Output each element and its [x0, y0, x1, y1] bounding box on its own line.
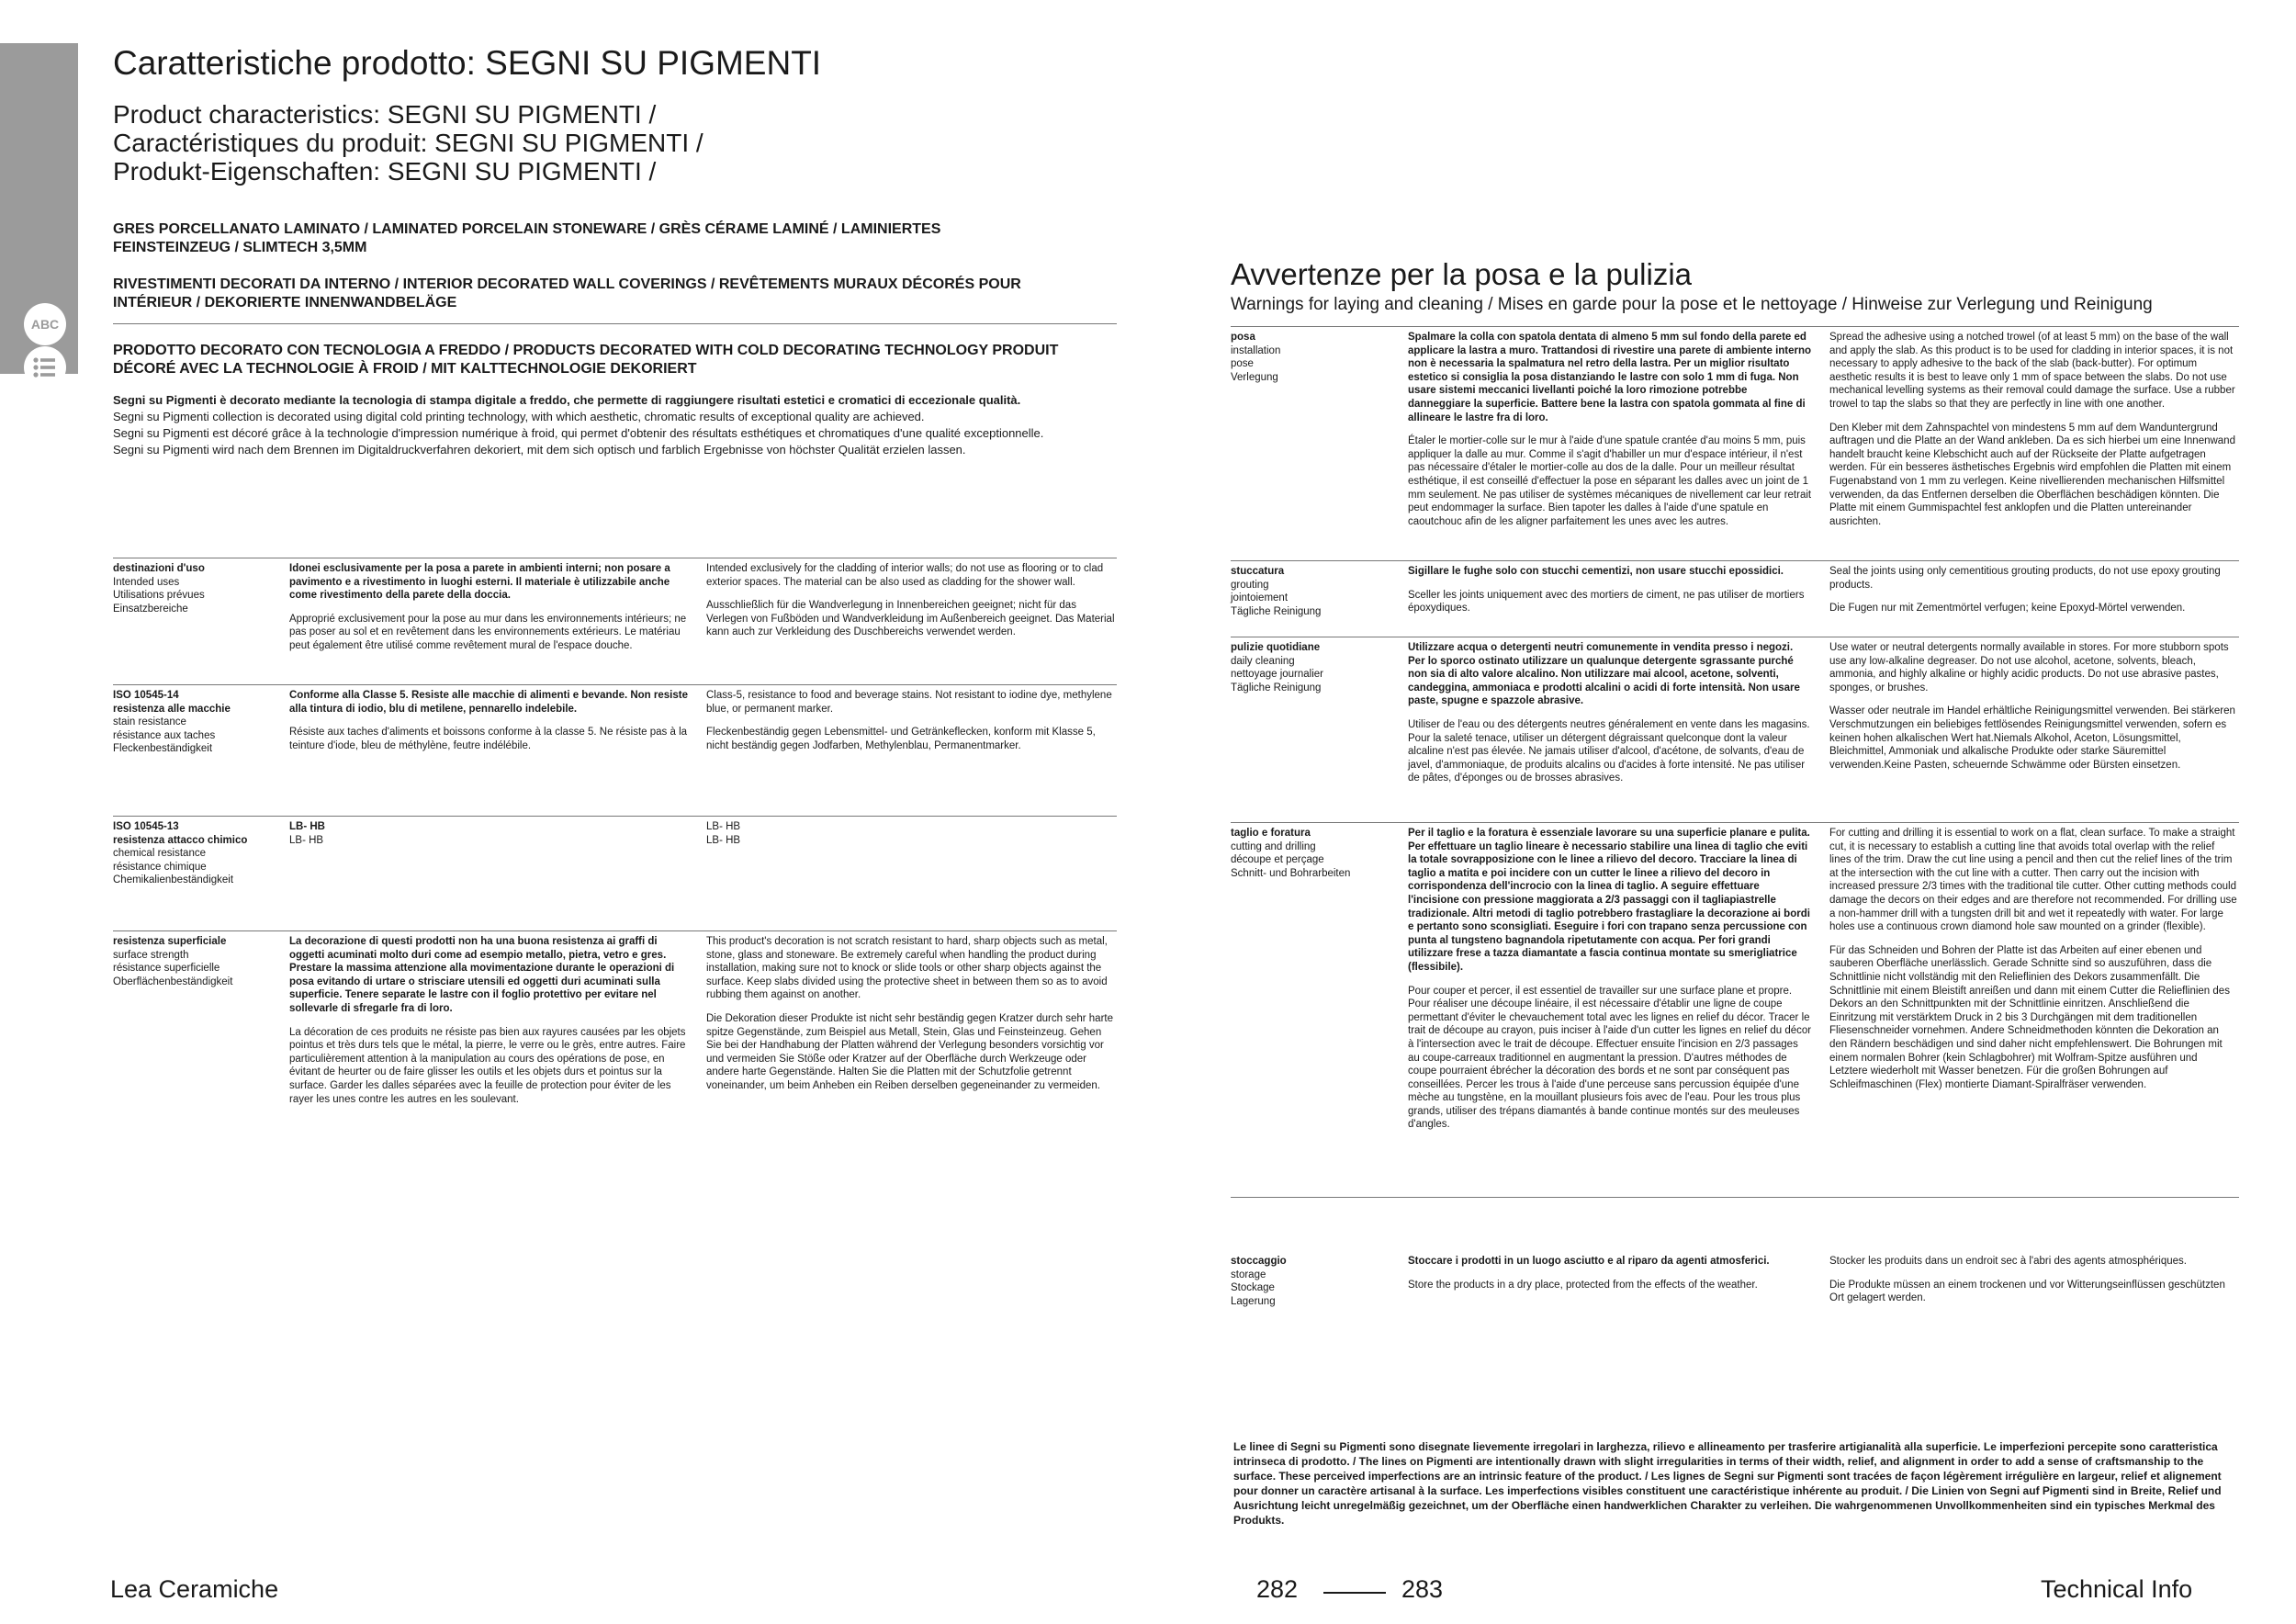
row-col-en-de: LB- HB LB- HB	[706, 821, 741, 846]
table-row	[113, 935, 1117, 1137]
row-col-it-fr: Conforme alla Classe 5. Resiste alle macchie di alimenti e bevande. Non resiste alla tintura di iodio, blu di metilene, pennarello indelebile. Résiste aux taches d'aliments et boissons conforme à la classe 5. Ne résiste pas à la teinture d'iode, bleu de méthylène, feutre indélébile.	[289, 690, 688, 751]
row-col-it-fr: Sigillare le fughe solo con stucchi cementizi, non usare stucchi epossidici. Sceller les joints uniquement avec des mortiers de ciment, ne pas utiliser de mortiers époxydiques.	[1408, 566, 1805, 615]
row-labels: destinazioni d'uso Intended uses Utilisations prévues Einsatzbereiche	[113, 563, 205, 615]
subtitle-line: Produkt-Eigenschaften: SEGNI SU PIGMENTI /	[113, 157, 657, 186]
divider	[113, 323, 1117, 324]
row-divider	[1231, 1197, 2239, 1198]
row-divider	[113, 930, 1117, 931]
row-labels: stuccatura grouting jointoiement Tägliche Reinigung	[1231, 566, 1322, 617]
subtitle-line: Product characteristics: SEGNI SU PIGMENTI /	[113, 100, 657, 129]
section-header-technology: PRODOTTO DECORATO CON TECNOLOGIA A FREDDO / PRODUCTS DECORATED WITH COLD DECORATING TECHNOLOGY PRODUIT DÉCORÉ AVEC LA TECHNOLOGIE À FROID / MIT KALTTECHNOLOGIE DEKORIERT	[113, 343, 1059, 377]
row-col-en-de: Use water or neutral detergents normally available in stores. For more stubborn spots use any low-alkaline degreaser. Do not use alcohol, acetone, solvents, bleach, ammonia, and highly alkaline or highly acidic products. Do not use abrasive pastes, sponges, or brushes. Wasser oder neutrale im Handel erhältliche Reinigungsmittel verwenden. Bei stärkeren Verschmutzungen ein beliebiges fettlösendes Reinigungsmittel verwenden, sofern es keinen hohen alkalischen Wert hat.Niemals Alkohol, Aceton, Lösungsmittel, Bleichmittel, Ammoniak und alkalische Produkte oder starke Säuremittel verwenden.Keine Pasten, scheuernde Schwämme oder Bürsten einsetzen.	[1829, 642, 2235, 771]
table-row	[113, 562, 1117, 682]
table-row	[1231, 565, 2239, 634]
intro-line: Segni su Pigmenti è decorato mediante la tecnologia di stampa digitale a freddo, che permette di raggiungere risultati estetici e cromatici di eccezionale qualità.	[113, 393, 1021, 407]
list-icon[interactable]	[24, 346, 66, 389]
intro-text	[113, 392, 1123, 458]
row-col-en-de: Intended exclusively for the cladding of interior walls; do not use as flooring or to clad exterior spaces. The material can be also used as cladding for the shower wall. Ausschließlich für die Wandverlegung in Innenbereichen geeignet; nicht für das Verlegen von Fußböden und Wandverkleidung im Außenbereich geeignet. Das Material kann auch zur Verkleidung des Duschbereichs verwendet werden.	[706, 563, 1115, 638]
row-col-en-de: Seal the joints using only cementitious grouting products, do not use epoxy grouting products. Die Fugen nur mit Zementmörtel verfugen; keine Epoxyd-Mörtel verwenden.	[1829, 566, 2221, 615]
row-col-fr-de: Stocker les produits dans un endroit sec à l'abri des agents atmosphériques. Die Produkte müssen an einem trockenen und vor Witterungseinflüssen geschützten Ort gelagert werden.	[1829, 1256, 2225, 1304]
subtitle-line: Caractéristiques du produit: SEGNI SU PIGMENTI /	[113, 129, 703, 157]
table-row	[1231, 1255, 2239, 1319]
row-labels: ISO 10545-14 resistenza alle macchie stain resistance résistance aux taches Fleckenbeständigkeit	[113, 690, 231, 755]
row-col-it-fr: Per il taglio e la foratura è essenziale lavorare su una superficie planare e pulita. Per effettuare un taglio lineare è necessario stabilire una linea di taglio che eviti la totale sovrapposizione con le linee a rilievo del decoro. Tracciare la linea di taglio a matita e poi incidere con un cutter le linee a rilievo del decoro in corrispondenza dell'incrocio con la linea di taglio. A seguire effettuare l'incisione con pressione maggiorata a 2/3 passaggi con il tagliapiastrelle tradizionale. Altri metodi di taglio potrebbero frastagliare la decorazione ai bordi e pertanto sono sconsigliati. Eseguire i fori con trapano senza percussione con punta al tungsteno bagnandola ripetutamente con acqua. Per fori grandi utilizzare frese a tazza diamantate a fascia continua montate su smerigliatrice (flessibile). Pour couper et percer, il est essentiel de travailler sur une surface plane et propre. Pour réaliser une découpe linéaire, il est nécessaire d'établir une ligne de coupe permettant d'éviter le chevauchement total avec les lignes en relief du décor. Tracer le trait de découpe au crayon, puis inciser à l'aide d'un cutter les lignes en relief du décor à l'intersection avec le trait de découpe. Effectuer ensuite l'incision en 2/3 passages au coupe-carreaux traditionnel en augmentant la pression. D'autres méthodes de coupe pourraient ébrécher la décoration des bords et ne sont par conséquent pas conseillées. Percer les trous à l'aide d'une perceuse sans percussion équipée d'une mèche au tungstène, en la mouillant plusieurs fois avec de l'eau. Pour les trous plus grands, utiliser des trépans diamantés à bande continue montés sur des meuleuses d'angles.	[1408, 828, 1812, 1131]
row-col-it-fr: Idonei esclusivamente per la posa a parete in ambienti interni; non posare a pavimento e a rivestimento in luoghi esterni. Il materiale è utilizzabile anche come rivestimento della parete della doccia. Approprié exclusivement pour la pose au mur dans les environnements intérieurs; ne pas poser au sol et en revêtement dans les environnements extérieurs. Le matériau peut également être utilisé comme revêtement mural de l'espace douche.	[289, 563, 687, 651]
row-labels: ISO 10545-13 resistenza attacco chimico chemical resistance résistance chimique Chemikalienbeständigkeit	[113, 821, 248, 886]
row-divider	[1231, 822, 2239, 823]
abc-icon[interactable]: ABC	[24, 303, 66, 345]
row-col-en-de: Class-5, resistance to food and beverage stains. Not resistant to iodine dye, methylene blue, or permanent marker. Fleckenbeständig gegen Lebensmittel- und Getränkeflecken, konform mit Klasse 5, nicht beständig gegen Jodfarben, Methylenblau, Permanentmarker.	[706, 690, 1112, 751]
page-separator	[1323, 1592, 1386, 1594]
section-header-material: GRES PORCELLANATO LAMINATO / LAMINATED PORCELAIN STONEWARE / GRÈS CÉRAME LAMINÉ / LAMINIERTES FEINSTEINZEUG / SLIMTECH 3,5MM	[113, 221, 941, 255]
intro-line: Segni su Pigmenti est décoré grâce à la technologie d'impression numérique à froid, qui permet d'obtenir des résultats esthétiques et chromatiques d'une qualité exceptionnelle.	[113, 426, 1044, 440]
page-subtitle	[113, 100, 703, 186]
table-row	[113, 689, 1117, 799]
row-col-it-fr: Spalmare la colla con spatola dentata di almeno 5 mm sul fondo della parete ed applicare la lastra a muro. Trattandosi di rivestire una parete di ambiente interno non è necessaria la spalmatura nel retro della lastra. Per un miglior risultato estetico si consiglia la posa distanziando le lastre con solo 1 mm di fuga. Non usare sistemi meccanici livellanti poiché la loro rimozione potrebbe danneggiare la superficie. Battere bene la lastra con spatola gommata al fine di allineare le lastre fra di loro. Étaler le mortier-colle sur le mur à l'aide d'une spatule crantée d'au moins 5 mm, puis appliquer la dalle au mur. Comme il s'agit d'habiller un mur d'espace intérieur, il n'est pas nécessaire d'étaler le mortier-colle au dos de la dalle. Pour un meilleur résultat esthétique, il est conseillé d'effectuer la pose en séparant les dalles avec un joint de 1 mm seulement. Ne pas utiliser de systèmes mécaniques de nivellement car leur retrait peut endommager la surface. Bien tapoter les dalles à l'aide d'une spatule en caoutchouc afin de les aligner parfaitement les unes avec les autres.	[1408, 332, 1812, 527]
table-row	[1231, 827, 2239, 1180]
row-divider	[113, 684, 1117, 685]
warnings-subtitle: Warnings for laying and cleaning / Mises en garde pour la pose et le nettoyage / Hinweise zur Verlegung und Reinigung	[1231, 295, 2153, 314]
row-divider	[1231, 326, 2239, 327]
footer-brand: Lea Ceramiche	[110, 1575, 279, 1603]
row-col-en-de: This product's decoration is not scratch resistant to hard, sharp objects such as metal, stone, glass and stoneware. Be extremely careful when handling the product during installation, making sure not to knock or slide tools or other sharp objects against the surface. Keep slabs divided using the protective sheet in between them so as to avoid rubbing them against on another. Die Dekoration dieser Produkte ist nicht sehr beständig gegen Kratzer durch sehr harte spitze Gegenstände, zum Beispiel aus Metall, Stein, Glas und Feinsteinzeug. Gehen Sie bei der Handhabung der Platten während der Verlegung besonders vorsichtig vor und vermeiden Sie Stöße oder Kratzer auf der Oberfläche durch Werkzeuge oder andere harte Gegenstände. Halten Sie die Platten mit der Schutzfolie getrennt voneinander, um beim Anheben ein Reiben derselben gegeneinander zu vermeiden.	[706, 936, 1113, 1091]
row-labels: posa installation pose Verlegung	[1231, 332, 1281, 383]
intro-line: Segni su Pigmenti wird nach dem Brennen im Digitaldruckverfahren dekoriert, mit dem sich optisch und farblich Ergebnisse von höchster Qualität erzielen lassen.	[113, 443, 966, 457]
table-row	[1231, 641, 2239, 816]
row-divider	[1231, 560, 2239, 561]
intro-line: Segni su Pigmenti collection is decorated using digital cold printing technology, with which aesthetic, chromatic results of exceptional quality are achieved.	[113, 410, 925, 423]
side-tab	[0, 43, 78, 374]
table-row	[1231, 331, 2239, 556]
row-col-en-de: For cutting and drilling it is essential to work on a flat, clean surface. To make a straight cut, it is necessary to establish a cutting line that avoids total overlap with the relief lines of the trim. Draw the cut line using a pencil and then cut the relief lines of the trim at the intersection with the cut line with a cutter. Then carry out the incision with increased pressure 2/3 times with the traditional tile cutter. Other cutting methods could damage the decors on their edges and are therefore not recommended. For drilling use a non-hammer drill with a tungsten drill bit and wet it repeatedly with water. For large holes use a continuous crown diamond hole saw mounted on a grinder (flexible). Für das Schneiden und Bohren der Platte ist das Arbeiten auf einer ebenen und sauberen Oberfläche unerlässlich. Gerade Schnitte sind so auszuführen, dass die Schnittlinie nicht vollständig mit den Relieflinien des Dekors zusammenfällt. Die Schnittlinie mit einem Bleistift anreißen und dann mit einem Cutter die Relieflinien des Dekors an den Schnittpunkten mit der Schnittlinie einritzen. Anschließend die Einritzung mit verstärktem Druck in 2 bis 3 Durchgängen mit dem traditionellen Fliesenschneider vornehmen. Andere Schneidmethoden könnten die Dekoration an den Rändern beschädigen und sind daher nicht empfehlenswert. Die Bohrungen mit einem normalen Bohrer (kein Schlagbohrer) mit Wolfram-Spitze ausführen und Letztere wiederholt mit Wasser benetzen. Für die großen Bohrungen auf Schleifmaschinen (Flex) montierte Diamant-Spiralfräser verwenden.	[1829, 828, 2237, 1090]
warnings-title: Avvertenze per la posa e la pulizia	[1231, 257, 1693, 291]
row-labels: resistenza superficiale surface strength résistance superficielle Oberflächenbeständigkeit	[113, 936, 233, 987]
imperfections-note: Le linee di Segni su Pigmenti sono disegnate lievemente irregolari in larghezza, rilievo e allineamento per trasferire artigianalità alla superficie. Le imperfezioni percepite sono caratteristica intrinseca di prodotto. / The lines on Pigmenti are intentionally drawn with slight irregularities in terms of their width, relief, and alignment in order to add a sense of craftsmanship to the surface. These perceived imperfections are an intrinsic feature of the product. / Les lignes de Segni sur Pigmenti sont tracées de façon légèrement irrégulière en largeur, relief et alignement pour donner un caractère artisanal à la surface. Les imperfections visibles constituent une caractéristique inhérente au produit. / Die Linien von Segni auf Pigmenti sind in Breite, Relief und Ausrichtung leicht unregelmäßig gezeichnet, um der Oberfläche einen handwerklichen Charakter zu verleihen. Die wahrgenommenen Unvollkommenheiten sind ein typisches Merkmal des Produkts.	[1233, 1440, 2222, 1527]
row-col-it-en: Stoccare i prodotti in un luogo asciutto e al riparo da agenti atmosferici. Store the products in a dry place, protected from the effects of the weather.	[1408, 1256, 1770, 1291]
table-row	[113, 820, 1117, 921]
row-col-en-de: Spread the adhesive using a notched trowel (of at least 5 mm) on the base of the wall and apply the slab. As this product is to be used for cladding in interior spaces, it is not necessary to apply adhesive to the back of the slab (back-butter). For optimum aesthetic results it is best to leave only 1 mm of space between the slabs. Do not use mechanical levelling systems as their removal could damage the surface. Use a rubber trowel to tap the slabs so that they are perfectly in line with one another. Den Kleber mit dem Zahnspachtel von mindestens 5 mm auf dem Wanduntergrund auftragen und die Platte an der Wand ankleben. Da es sich hierbei um eine Innenwand handelt braucht keine Klebschicht auch auf der Rückseite der Platte aufgetragen werden. Für ein besseres ästhetisches Ergebnis wird empfohlen die Platten mit einem Fugenabstand von 1 mm zu verlegen. Keine nivellierenden mechanischen Hilfsmittel verwenden, da das Entfernen derselben die Oberflächen beschädigen könnten. Die Platte mit einem Gummispachtel fest anklopfen und die Platten untereinander ausrichten.	[1829, 332, 2235, 527]
row-col-it-fr: LB- HB LB- HB	[289, 821, 325, 846]
row-col-it-fr: La decorazione di questi prodotti non ha una buona resistenza ai graffi di oggetti acuminati molto duri come ad esempio metallo, pietra, vetro e gres. Prestare la massima attenzione alla movimentazione durante le operazioni di posa evitando di urtare o strisciare utensili ed oggetti duri acuminati sulla superficie. Tenere separate le lastre con il foglio protettivo per evitare nel sollevarle di sfregarle fra di loro. La décoration de ces produits ne résiste pas bien aux rayures causées par les objets pointus et très durs tels que le métal, la pierre, le verre ou le grès, entre autres. Faire particulièrement attention à la manipulation au cours des opérations de pose, en évitant de heurter ou de faire glisser les outils et les objets durs et pointus sur la surface. Garder les dalles séparées avec la feuille de protection pour éviter de les rayer les unes contre les autres en les soulevant.	[289, 936, 686, 1105]
row-divider	[113, 816, 1117, 817]
page-number-left: 282	[1256, 1575, 1299, 1603]
list-icon-glyph	[32, 356, 58, 378]
row-labels: taglio e foratura cutting and drilling découpe et perçage Schnitt- und Bohrarbeiten	[1231, 828, 1351, 879]
row-labels: stoccaggio storage Stockage Lagerung	[1231, 1256, 1287, 1307]
row-labels: pulizie quotidiane daily cleaning nettoyage journalier Tägliche Reinigung	[1231, 642, 1324, 694]
page-title: Caratteristiche prodotto: SEGNI SU PIGMENTI	[113, 44, 822, 82]
side-tab-label	[15, 0, 39, 140]
page-number-right: 283	[1401, 1575, 1444, 1603]
section-header-coverings: RIVESTIMENTI DECORATI DA INTERNO / INTERIOR DECORATED WALL COVERINGS / REVÊTEMENTS MURAUX DÉCORÉS POUR INTÉRIEUR / DEKORIERTE INNENWANDBELÄGE	[113, 276, 1021, 310]
footer-section: Technical Info	[2041, 1575, 2193, 1603]
row-col-it-fr: Utilizzare acqua o detergenti neutri comunemente in vendita presso i negozi. Per lo sporco ostinato utilizzare un qualunque detergente sgrassante purché non sia di alto valore alcalino. Non utilizzare mai alcool, acetone, solventi, candeggina, ammoniaca e prodotti alcalini o acidi di forte intensità. Non usare paste, spugne e spazzole abrasive. Utiliser de l'eau ou des détergents neutres généralement en vente dans les magasins. Pour la saleté tenace, utiliser un détergent dégraissant quelconque dont la valeur alcaline n'est pas élevée. Ne jamais utiliser d'alcool, d'acétone, de solvants, d'eau de javel, d'ammoniaque, de produits alcalins ou d'acides à forte intensité. Ne pas utiliser de pâtes, d'éponges ou de brosses abrasives.	[1408, 642, 1810, 784]
